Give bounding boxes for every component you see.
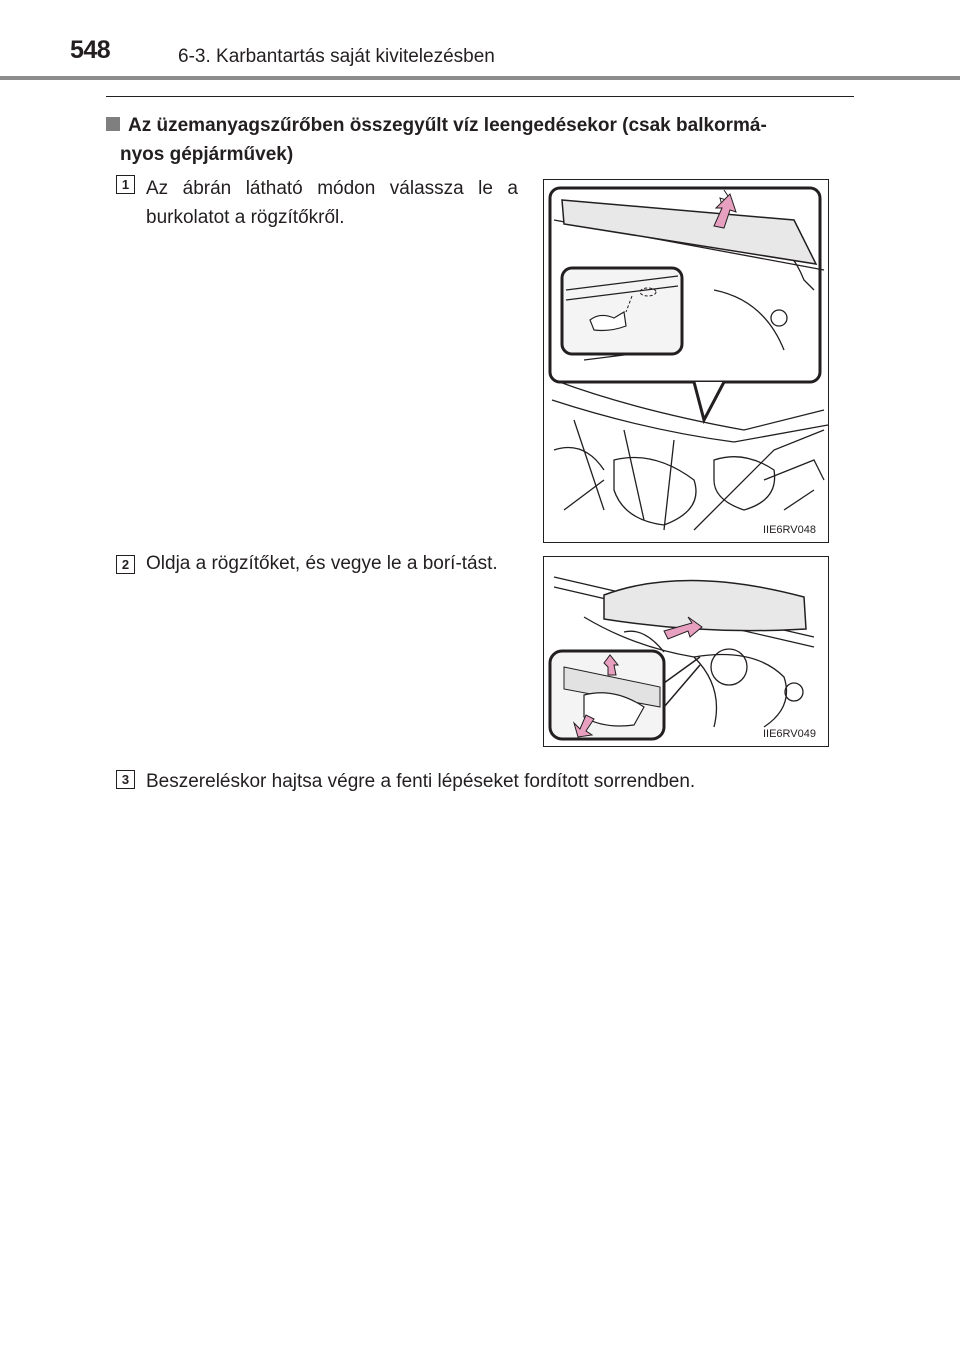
step-number-3: 3: [116, 770, 135, 789]
section-rule: [106, 96, 854, 97]
header-rule: [0, 76, 960, 80]
figure-code-2: IIE6RV049: [762, 728, 816, 740]
figure-engine-cover-removal: [543, 556, 829, 747]
chapter-title: 6-3. Karbantartás saját kivitelezésben: [178, 46, 495, 67]
section-heading: [106, 111, 856, 169]
step-text-3: Beszereléskor hajtsa végre a fenti lépéseket fordított sorrendben.: [146, 771, 696, 792]
step-number-1: 1: [116, 175, 135, 194]
engine-cover-clip-illustration-icon: [544, 180, 828, 542]
heading-square-icon: [106, 117, 120, 131]
heading-line-1: Az üzemanyagszűrőben összegyűlt víz leengedésekor (csak balkormá-: [128, 115, 767, 136]
figure-engine-cover-clips: [543, 179, 829, 543]
engine-cover-removal-illustration-icon: [544, 557, 828, 746]
step-text-2: Oldja a rögzítőket, és vegye le a borí-tást.: [146, 553, 498, 574]
page-number: 548: [70, 36, 111, 64]
figure-code-1: IIE6RV048: [762, 524, 816, 536]
step-text-1: Az ábrán látható módon válassza le a burkolatot a rögzítőkről.: [146, 178, 518, 228]
step-number-2: 2: [116, 555, 135, 574]
heading-line-2: nyos gépjárművek): [120, 144, 294, 165]
